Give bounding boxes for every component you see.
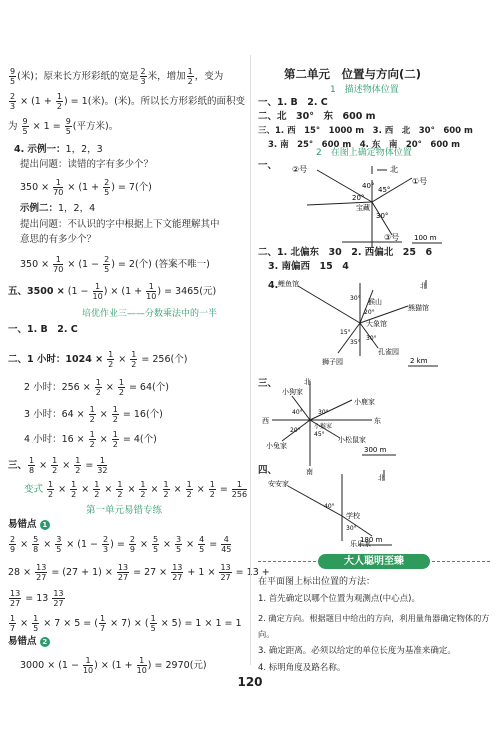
answer-two-4: 4 小时：16 × $\frac{1}{2}$ × $\frac{1}{2}$ = 4(个) [24, 430, 157, 449]
column-divider [250, 55, 251, 665]
page-number: 120 [237, 675, 263, 689]
map2-label-elephant: 大象馆 [366, 320, 387, 328]
map4-label-an: 安安家 [268, 480, 289, 488]
tip-3: 3. 确定距离。必须以给定的单位长度为基准来确定。 [258, 646, 456, 656]
lesson-1-a3: 三、1. 西 15° 1000 m 3. 西 北 30° 600 m [258, 126, 473, 136]
svg-text:300 m: 300 m [364, 446, 387, 454]
banner-line-right [432, 561, 490, 562]
map3-label-squirrel: 小松鼠家 [338, 436, 366, 444]
lesson-2-b1: 一、 [258, 160, 278, 171]
map2-angle-2: 20° [364, 309, 375, 316]
unit-header: 第二单元 位置与方向(二) [284, 67, 422, 81]
equation-1: 350 × $\frac{1}{70}$ × (1 + $\frac{2}{5}$ ) = 7(个) [20, 178, 152, 197]
map2-angle-1: 30° [350, 295, 361, 302]
map1-north: 北 [390, 165, 398, 174]
example-1: 4. 示例一：1，2，3 [14, 144, 103, 155]
map4-north: 北 [378, 474, 385, 482]
example-2: 示例二：1，2，4 [20, 203, 96, 214]
lesson-1-a4: 3. 南 25° 600 m 4. 东 南 20° 600 m [268, 140, 460, 150]
map1-label-1: ①号 [412, 177, 428, 186]
map1-label-2: ②号 [292, 165, 308, 174]
map2-label-monkey: 猴山 [368, 298, 382, 306]
map3-angle-2: 30° [318, 409, 329, 416]
map3-label-east: 东 [374, 417, 381, 425]
svg-text:180 m: 180 m [360, 536, 383, 544]
map-3-scale [360, 444, 400, 458]
lesson-2-b6: 四、 [258, 465, 278, 476]
map4-label-le: 乐乐家 [350, 540, 371, 548]
map2-label-peacock: 孔雀园 [378, 348, 399, 356]
map3-angle-1: 40° [292, 409, 303, 416]
map4-angle-1: 40° [324, 503, 335, 510]
error-eq-4: $\frac{1}{7}$ × $\frac{1}{5}$ × 7 × 5 = ( $\frac{1}{7}$ × 7) × ( $\frac{1}{5}$ × 5) = 1 × 1 = 1 [10, 614, 242, 633]
lesson-1-a2: 二、北 30° 东 600 m [258, 111, 376, 122]
map3-label-dog: 小狗家 [282, 388, 303, 396]
answer-two-1: 二、1 小时：1024 × $\frac{1}{2}$ × $\frac{1}{2}$ = 256(个) [8, 350, 188, 369]
error-eq-3: $\frac{13}{27}$ = 13 $\frac{13}{27}$ [10, 589, 64, 608]
map1-angle-3: 20° [352, 194, 365, 202]
map4-label-school: 学校 [346, 512, 360, 520]
error-point-2: 易错点 2 [8, 636, 50, 648]
map3-label-monkey: 小猴家 [314, 423, 333, 430]
lesson-2-b3: 3. 南偏西 15 4 [268, 261, 349, 272]
answer-line-2: $\frac{2}{3}$ × (1 + $\frac{1}{2}$ ) = 1(米)。(米)。所以长方形彩纸的面积变 [10, 92, 246, 111]
map2-scale: 2 km [410, 357, 428, 365]
tip-4: 4. 标明角度及路名称。 [258, 663, 346, 673]
map3-north: 北 [304, 378, 311, 386]
question-2b: 意思的有多少个？ [20, 234, 97, 245]
map-4-scale [356, 534, 396, 548]
map2-label-lion: 狮子园 [322, 358, 343, 366]
map1-angle-4: 30° [376, 212, 389, 220]
question-1: 提出问题：读错的字有多少个？ [20, 159, 154, 170]
map2-label-carp: 鲤鱼馆 [278, 280, 299, 288]
error-eq-1: $\frac{2}{9}$ × $\frac{5}{8}$ × $\frac{3}{5}$ × (1 − $\frac{2}{3}$ ) = $\frac{2}{9}$ × $\frac{5}{5}$ × $\frac{3}{5}$ × $\frac{4}{5}$ = $\frac{4}{45}$ [10, 535, 232, 554]
map3-angle-3: 20° [290, 427, 301, 434]
lesson-1-a1: 一、1. B 2. C [258, 97, 328, 108]
answer-two-3: 3 小时：64 × $\frac{1}{2}$ × $\frac{1}{2}$ = 16(个) [24, 405, 163, 424]
lesson-1-title: 1 描述物体位置 [330, 85, 399, 95]
map3-label-deer: 小鹿家 [354, 398, 375, 406]
map-3 [262, 376, 392, 476]
section-title: 培优作业三——分数乘法中的一半 [82, 309, 218, 319]
answer-five: 五、3500 × (1 − $\frac{1}{10}$ ) × (1 + $\frac{1}{10}$ ) = 3465(元) [8, 282, 217, 301]
map1-angle-2: 45° [378, 186, 391, 194]
equation-2: 350 × $\frac{1}{70}$ × (1 − $\frac{2}{5}$ ) = 2(个) (答案不唯一) [20, 255, 210, 274]
answer-three: 三、 $\frac{1}{8}$ × $\frac{1}{2}$ × $\frac{1}{2}$ = $\frac{1}{32}$ [8, 456, 108, 475]
unit-error-title: 第一单元易错专练 [86, 505, 163, 516]
answer-line-3: 为 $\frac{9}{5}$ × 1 = $\frac{9}{5}$ (平方米)。 [8, 117, 119, 136]
question-2a: 提出问题：不认识的字中根据上下文能理解其中 [20, 219, 220, 230]
tip-1: 1. 首先确定以哪个位置为观测点(中心点)。 [258, 594, 420, 604]
variant-answer: 变式 $\frac{1}{2}$ × $\frac{1}{2}$ × $\frac{1}{2}$ × $\frac{1}{2}$ × $\frac{1}{2}$ × $\frac{1}{2}$ × $\frac{1}{2}$ × $\frac{1}{2}$ = $\frac{1}{256}$ [24, 480, 248, 499]
map3-label-west: 西 [262, 417, 269, 425]
map3-label-south: 南 [306, 468, 313, 476]
answer-one: 一、1. B 2. C [8, 324, 78, 335]
map-2 [278, 278, 448, 368]
map2-angle-3: 15° [340, 329, 351, 336]
map2-angle-4: 35° [350, 339, 361, 346]
map1-label-treasure: 宝藏 [356, 204, 370, 212]
map2-label-panda: 熊猫馆 [408, 304, 429, 312]
error-eq-5: 3000 × (1 − $\frac{1}{10}$ ) × (1 + $\frac{1}{10}$ ) = 2970(元) [20, 656, 207, 675]
error-eq-2: 28 × $\frac{13}{27}$ = (27 + 1) × $\frac{13}{27}$ = 27 × $\frac{13}{27}$ + 1 × $\frac{13}{27}$ = 13 + [8, 563, 270, 582]
map3-angle-4: 45° [314, 431, 325, 438]
answer-line-1: $\frac{9}{5}$ (米)；原来长方形彩纸的宽是 $\frac{2}{3}$ 米，增加 $\frac{1}{2}$ ，变为 [10, 67, 224, 86]
map4-angle-2: 30° [346, 525, 357, 532]
tip-intro: 在平面图上标出位置的方法： [258, 577, 376, 587]
map1-label-3: ③号 [384, 233, 400, 242]
map1-scale: 100 m [414, 234, 437, 242]
map-1 [262, 160, 452, 250]
lesson-2-b5: 三、 [258, 378, 278, 389]
error-point-1: 易错点 1 [8, 519, 50, 531]
map2-north: 北 [420, 282, 427, 290]
map1-angle-1: 40° [362, 182, 375, 190]
tips-banner: 大人聪明至臻 [318, 554, 430, 569]
map3-label-rabbit: 小兔家 [266, 442, 287, 450]
tip-2: 2. 确定方向。根据题目中给出的方向，利用量角器确定物体的方向。 [258, 613, 490, 639]
map2-angle-5: 30° [366, 335, 377, 342]
lesson-2-b4: 4. [268, 280, 279, 291]
lesson-2-title: 2 在图上确定物体位置 [316, 148, 412, 158]
answer-two-2: 2 小时：256 × $\frac{1}{2}$ × $\frac{1}{2}$ = 64(个) [24, 378, 169, 397]
lesson-2-b2: 二、1. 北偏东 30 2. 西偏北 25 6 [258, 247, 433, 258]
banner-line-left [258, 561, 316, 562]
